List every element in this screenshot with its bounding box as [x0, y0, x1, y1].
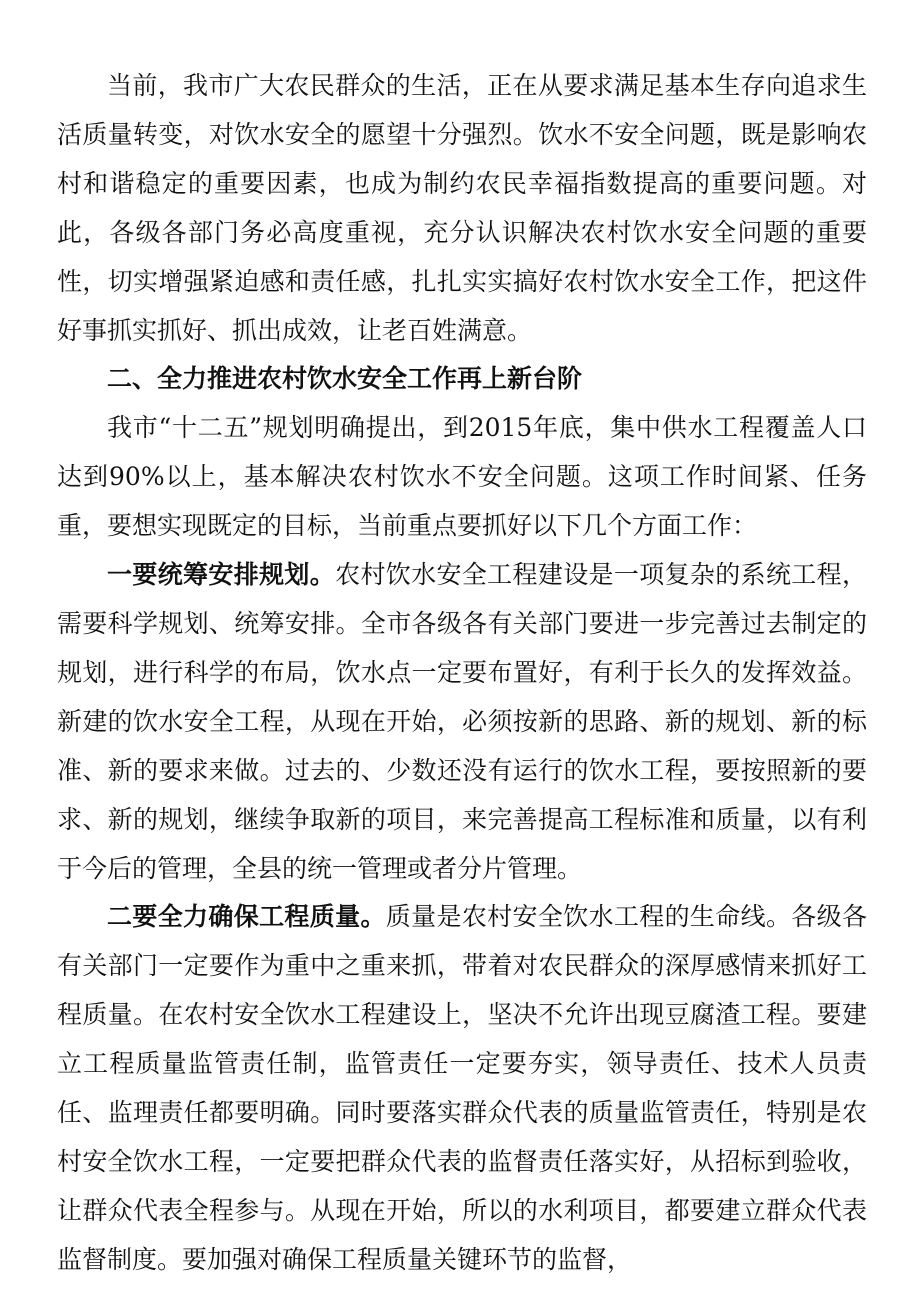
- point-1-body: 农村饮水安全工程建设是一项复杂的系统工程，需要科学规划、统筹安排。全市各级各有关部门要进一步完善过去制定的规划，进行科学的布局，饮水点一定要布置好，有利于长久的发挥效益。新建的饮水安全工程，从现在开始，必须按新的思路、新的规划、新的标准、新的要求来做。过去的、少数还没有运行的饮水工程，要按照新的要求、新的规划，继续争取新的项目，来完善提高工程标准和质量，以有利于今后的管理，全县的统一管理或者分片管理。: [57, 560, 867, 883]
- point-1-lead: 一要统筹安排规划。: [107, 560, 336, 590]
- document-body: [57, 62, 867, 1285]
- paragraph-intro: 当前，我市广大农民群众的生活，正在从要求满足基本生存向追求生活质量转变，对饮水安全的愿望十分强烈。饮水不安全问题，既是影响农村和谐稳定的重要因素，也成为制约农民幸福指数提高的重要问题。对此，各级各部门务必高度重视，充分认识解决农村饮水安全问题的重要性，切实增强紧迫感和责任感，扎扎实实搞好农村饮水安全工作，把这件好事抓实抓好、抓出成效，让老百姓满意。: [57, 71, 867, 345]
- paragraph-point-2: [57, 893, 867, 1284]
- paragraph-point-1: [57, 551, 867, 893]
- point-2-body: 质量是农村安全饮水工程的生命线。各级各有关部门一定要作为重中之重来抓，带着对农民群众的深厚感情来抓好工程质量。在农村安全饮水工程建设上，坚决不允许出现豆腐渣工程。要建立工程质量监管责任制，监管责任一定要夯实，领导责任、技术人员责任、监理责任都要明确。同时要落实群众代表的质量监管责任，特别是农村安全饮水工程，一定要把群众代表的监督责任落实好，从招标到验收，让群众代表全程参与。从现在开始，所以的水利项目，都要建立群众代表监督制度。要加强对确保工程质量关键环节的监督，: [57, 902, 867, 1274]
- paragraph-plan-goal: 我市“十二五”规划明确提出，到2015年底，集中供水工程覆盖人口达到90%以上，基本解决农村饮水不安全问题。这项工作时间紧、任务重，要想实现既定的目标，当前重点要抓好以下几个方面工作：: [57, 413, 867, 541]
- point-2-lead: 二要全力确保工程质量。: [107, 902, 386, 932]
- section-heading: 二、全力推进农村饮水安全工作再上新台阶: [107, 364, 583, 394]
